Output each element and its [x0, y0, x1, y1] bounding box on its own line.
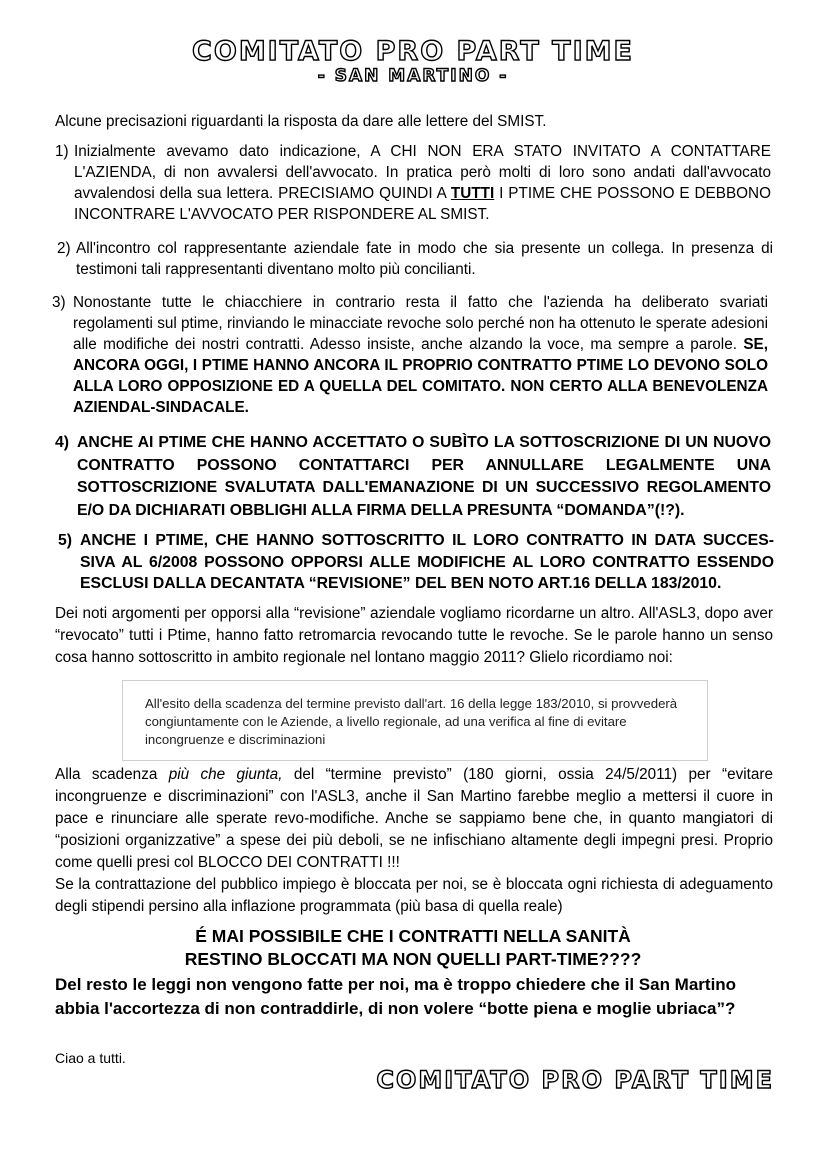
- page-subtitle: - SAN MARTINO -: [317, 66, 509, 86]
- item-text-part: Inizialmente avevamo dato indicazione, A CHI NON ERA STATO INVITATO A CONTATTARE L'AZIENDA, di non avvalersi dell'avvocato. In pratica però molti di loro sono andati dall'avvocato avvalendosi della sua lettera. PRECISIAMO QUINDI A: [74, 143, 771, 202]
- greeting: Ciao a tutti.: [55, 1050, 126, 1066]
- item-text: ANCHE AI PTIME CHE HANNO ACCETTATO O SUBÌTO LA SOTTOSCRIZIONE DI UN NUOVO CONTRATTO POSSONO CONTATTARCI PER ANNULLARE LEGALMENTE UNA SOTTOSCRIZIONE SVALUTATA DALL'EMANAZIONE DI UN SUCCESSIVO REGOLAMENTO E/O DA DICHIARATI OBBLIGHI ALLA FIRMA DELLA PRESUNTA “DOMANDA”(!?).: [77, 434, 771, 519]
- item-number: 2): [57, 240, 71, 257]
- item-text: [55, 141, 771, 225]
- item-text: ANCHE I PTIME, CHE HANNO SOTTOSCRITTO IL LORO CONTRATTO IN DATA SUCCES-SIVA AL 6/2008 POSSONO OPPORSI ALLE MODIFICHE AL LORO CONTRATTO ESSENDO ESCLUSI DALLA DECANTATA “REVISIONE” DEL BEN NOTO ART.16 DELLA 183/2010.: [80, 532, 774, 592]
- signature: COMITATO PRO PART TIME: [376, 1066, 774, 1094]
- item-number: 4): [55, 434, 70, 451]
- list-item-4: [55, 432, 771, 522]
- paragraph-part: Alla scadenza: [55, 766, 169, 783]
- paragraph-italic: più che giunta,: [168, 766, 283, 783]
- list-item-1: [55, 141, 771, 225]
- list-item-2: [57, 238, 773, 280]
- headline-question-1: É MAI POSSIBILE CHE I CONTRATTI NELLA SANITÀ: [195, 926, 631, 946]
- item-text-part: Nonostante tutte le chiacchiere in contrario resta il fatto che l'azienda ha deliberato svariati regolamenti sul ptime, rinviando le minacciate revoche solo perché non ha ottenuto le sperate adesioni alle modifiche dei nostri contratti. Adesso insiste, anche alzando la voce, ma sempre a parole.: [73, 294, 768, 353]
- item-number: 3): [52, 294, 66, 311]
- item-text-part: I PTIME CHE POSSONO E DEBBONO INCONTRARE L'AVVOCATO PER RISPONDERE AL SMIST.: [74, 185, 771, 223]
- headline-question-2: RESTINO BLOCCATI MA NON QUELLI PART-TIME????: [184, 949, 642, 969]
- quote-text: All'esito della scadenza del termine previsto dall'art. 16 della legge 183/2010, si provvederà congiuntamente con le Aziende, a livello regionale, ad una verifica al fine di evitare incongruenze e discriminazioni: [145, 696, 678, 747]
- closing-line-1: Del resto le leggi non vengono fatte per noi, ma è troppo chiedere che il San Martino: [55, 975, 737, 994]
- list-item-3: [52, 292, 768, 418]
- item-number: 5): [58, 532, 73, 549]
- page-title: COMITATO PRO PART TIME: [192, 36, 634, 67]
- paragraph-asl3: Dei noti argomenti per opporsi alla “revisione” aziendale vogliamo ricordarne un altro. All'ASL3, dopo aver “revocato” tutti i Ptime, hanno fatto retromarcia revocando tutte le revoche. Se le parole hanno un senso cosa hanno sottoscritto in ambito regionale nel lontano maggio 2011? Glielo ricordiamo noi:: [55, 605, 773, 666]
- underlined-word: TUTTI: [450, 185, 495, 202]
- item-text: [52, 292, 768, 418]
- quoted-excerpt: [122, 680, 708, 761]
- item-text-bold: SE, ANCORA OGGI, I PTIME HANNO ANCORA IL PROPRIO CONTRATTO PTIME LO DEVONO SOLO ALLA LORO OPPOSIZIONE ED A QUELLA DEL COMITATO. NON CERTO ALLA BENEVOLENZA AZIENDAL-SINDACALE.: [73, 336, 768, 416]
- paragraph-part: Se la contrattazione del pubblico impiego è bloccata per noi, se è bloccata ogni richiesta di adeguamento degli stipendi persino alla inflazione programmata (più basa di quella reale): [55, 876, 773, 915]
- list-item-5: [58, 530, 774, 595]
- item-number: 1): [55, 143, 69, 160]
- intro-text: Alcune precisazioni riguardanti la risposta da dare alle lettere del SMIST.: [55, 113, 547, 130]
- paragraph-scadenza: [55, 764, 773, 918]
- paragraph-part: del “termine previsto” (180 giorni, ossia 24/5/2011) per “evitare incongruenze e discriminazioni” con l'ASL3, anche il San Martino farebbe meglio a mettersi il cuore in pace e rinunciare alle sperate revo-modifiche. Anche se sappiamo bene che, in quanto mangiatori di “posizioni organizzative” a spese dei più deboli, se ne infischiano altamente degli impegni presi. Proprio come quelli presi col BLOCCO DEI CONTRATTI !!!: [55, 766, 773, 871]
- item-text: All'incontro col rappresentante aziendale fate in modo che sia presente un collega. In presenza di testimoni tali rappresentanti diventano molto più concilianti.: [76, 240, 773, 278]
- closing-line-2: abbia l'accortezza di non contraddirle, di non volere “botte piena e moglie ubriaca”?: [55, 999, 736, 1018]
